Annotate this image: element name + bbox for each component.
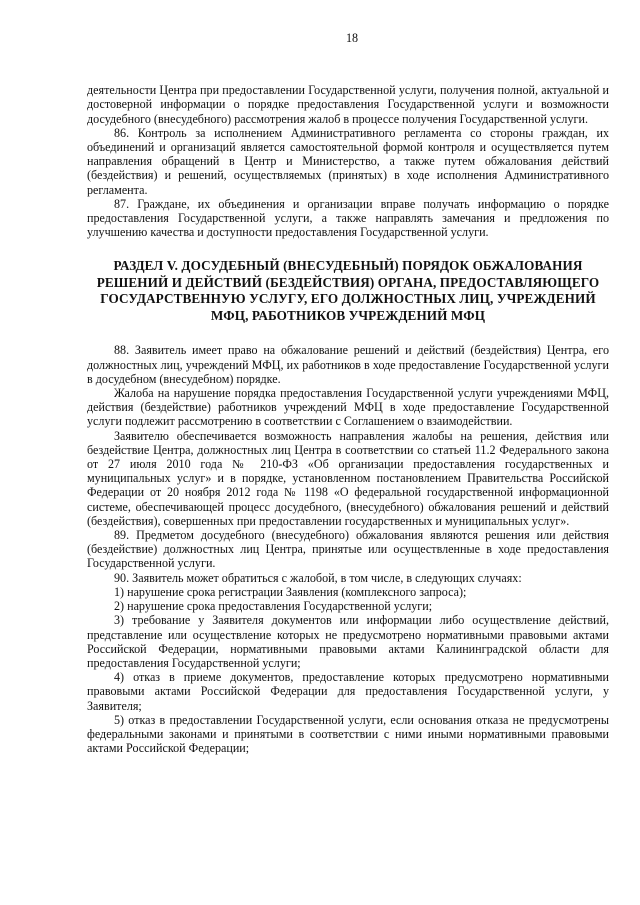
paragraph-90: 90. Заявитель может обратиться с жалобой, в том числе, в следующих случаях: <box>114 570 522 585</box>
paragraph-continuation: деятельности Центра при предоставлении Государственной услуги, получения полной, актуальной и достоверной информации о порядке предоставления Государственной услуги и возможности досудебного (внесудебного) рассмотрения жалоб в процессе получения Государственной услуги. <box>87 83 609 126</box>
list-item-4: 4) отказ в приеме документов, предоставление которых предусмотрено нормативными правовыми актами Российской Федерации для предоставления Государственной услуги, у Заявителя; <box>87 670 609 713</box>
paragraph-complaint: Жалоба на нарушение порядка предоставления Государственной услуги учреждениями МФЦ, действия (бездействие) работников учреждений МФЦ в ходе предоставление Государственной услуги подлежит рассмотрению в соответствии с Соглашением о взаимодействии. <box>87 386 609 429</box>
paragraph-89: 89. Предметом досудебного (внесудебного) обжалования являются решения или действия (бездействие) должностных лиц Центра, принятые или осуществленные в ходе предоставления Государственной услуги. <box>87 528 609 571</box>
paragraph-86: 86. Контроль за исполнением Административного регламента со стороны граждан, их объединений и организаций является самостоятельной формой контроля и осуществляется путем направления обращений в Центр и Министерство, а также путем обжалования действий (бездействия) и решений, осуществляемых (принятых) в ходе исполнения Административного регламента. <box>87 125 609 197</box>
list-item-1: 1) нарушение срока регистрации Заявления (комплексного запроса); <box>114 584 467 599</box>
section-heading <box>93 258 603 324</box>
list-item-5: 5) отказ в предоставлении Государственной услуги, если основания отказа не предусмотрены федеральными законами и принятыми в соответствии с ними иными нормативными правовыми актами Российской Федерации; <box>87 712 609 756</box>
section-heading-line: МФЦ, РАБОТНИКОВ УЧРЕЖДЕНИЙ МФЦ <box>210 307 486 323</box>
list-item-2: 2) нарушение срока предоставления Государственной услуги; <box>114 599 433 614</box>
section-heading-line: РАЗДЕЛ V. ДОСУДЕБНЫЙ (ВНЕСУДЕБНЫЙ) ПОРЯДОК ОБЖАЛОВАНИЯ <box>113 258 583 274</box>
paragraph-87: 87. Граждане, их объединения и организации вправе получать информацию о порядке предоставления Государственной услуги, а также направлять замечания и предложения по улучшению качества и доступности предоставления Государственной услуги. <box>87 196 609 240</box>
paragraph-88: 88. Заявитель имеет право на обжалование решений и действий (бездействия) Центра, его должностных лиц, учреждений МФЦ, их работников в ходе предоставление Государственной услуги в досудебном (внесудебном) порядке. <box>87 343 609 386</box>
page-number: 18 <box>345 31 359 45</box>
list-item-3: 3) требование у Заявителя документов или информации либо осуществление действий, представление или осуществление которых не предусмотрено нормативными правовыми актами Российской Федерации, нормативными правовыми актами Калининградской области для предоставления Государственной услуги; <box>87 613 609 670</box>
section-heading-line: РЕШЕНИЙ И ДЕЙСТВИЙ (БЕЗДЕЙСТВИЯ) ОРГАНА, ПРЕДОСТАВЛЯЮЩЕГО <box>96 274 600 290</box>
section-heading-line: ГОСУДАРСТВЕННУЮ УСЛУГУ, ЕГО ДОЛЖНОСТНЫХ ЛИЦ, УЧРЕЖДЕНИЙ <box>100 291 596 307</box>
paragraph-possibility: Заявителю обеспечивается возможность направления жалобы на решения, действия или бездействие Центра, должностных лиц Центра в соответствии со статьей 11.2 Федерального закона от 27 июля 2010 года № 210-ФЗ «Об организации предоставления государственных и муниципальных услуг» и в порядке, установленном постановлением Правительства Российской Федерации от 20 ноября 2012 года № 1198 «О федеральной государственной информационной системе, обеспечивающей процесс досудебного, (внесудебного) обжалования решений и действий (бездействия), совершенных при предоставлении государственных и муниципальных услуг». <box>87 428 609 528</box>
